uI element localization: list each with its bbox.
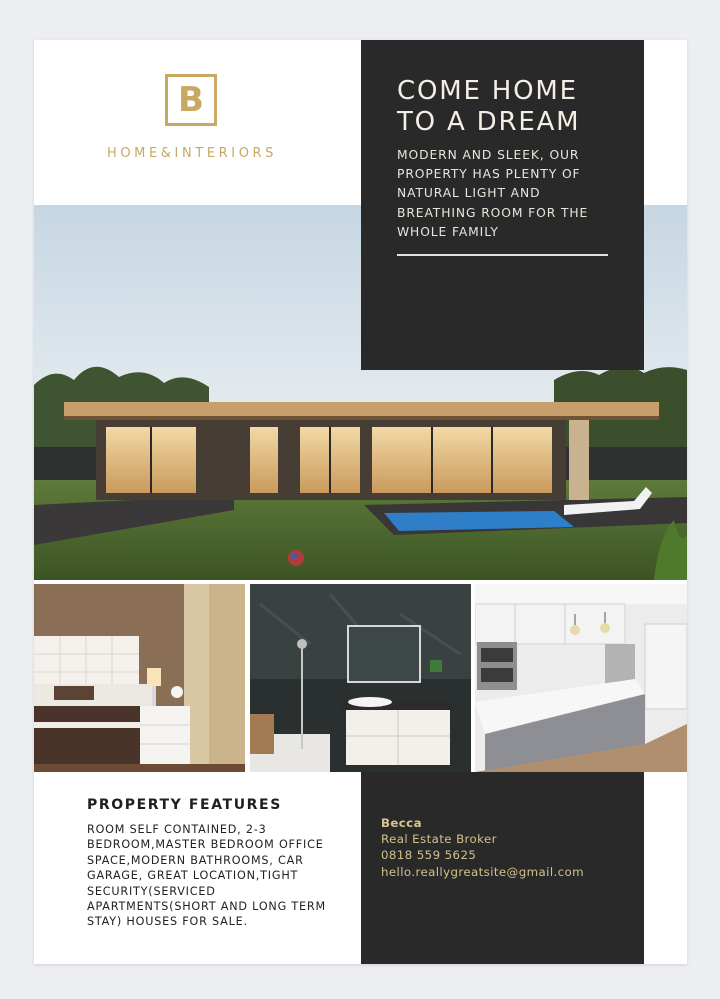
- contact-phone[interactable]: 0818 559 5625: [381, 848, 477, 862]
- contact-panel: [361, 772, 644, 964]
- headline-subtitle: MODERN AND SLEEK, OUR PROPERTY HAS PLENTY OF NATURAL LIGHT AND BREATHING ROOM FOR THE WHOLE FAMILY: [397, 148, 589, 239]
- kitchen-photo: [475, 584, 687, 772]
- logo-mark: [165, 74, 217, 126]
- headline: [397, 76, 627, 138]
- logo-letter: B: [178, 80, 204, 120]
- headline-line-1: COME HOME: [397, 76, 578, 106]
- brand-name: HOME&INTERIORS: [106, 146, 278, 161]
- features-title: PROPERTY FEATURES: [87, 797, 282, 813]
- bathroom-photo: [250, 584, 471, 772]
- divider: [397, 254, 608, 256]
- bedroom-photo: [34, 584, 245, 772]
- flyer: [34, 40, 687, 964]
- contact-email[interactable]: hello.reallygreatsite@gmail.com: [381, 865, 585, 879]
- headline-panel: [361, 40, 644, 370]
- headline-line-2: TO A DREAM: [397, 107, 581, 137]
- contact-name: Becca: [381, 816, 422, 830]
- features-body: ROOM SELF CONTAINED, 2-3 BEDROOM,MASTER BEDROOM OFFICE SPACE,MODERN BATHROOMS, CAR GARAGE, GREAT LOCATION,TIGHT SECURITY(SERVICED APARTMENTS(SHORT AND LONG TERM STAY) HOUSES FOR SALE.: [87, 823, 326, 929]
- contact-role: Real Estate Broker: [381, 832, 497, 846]
